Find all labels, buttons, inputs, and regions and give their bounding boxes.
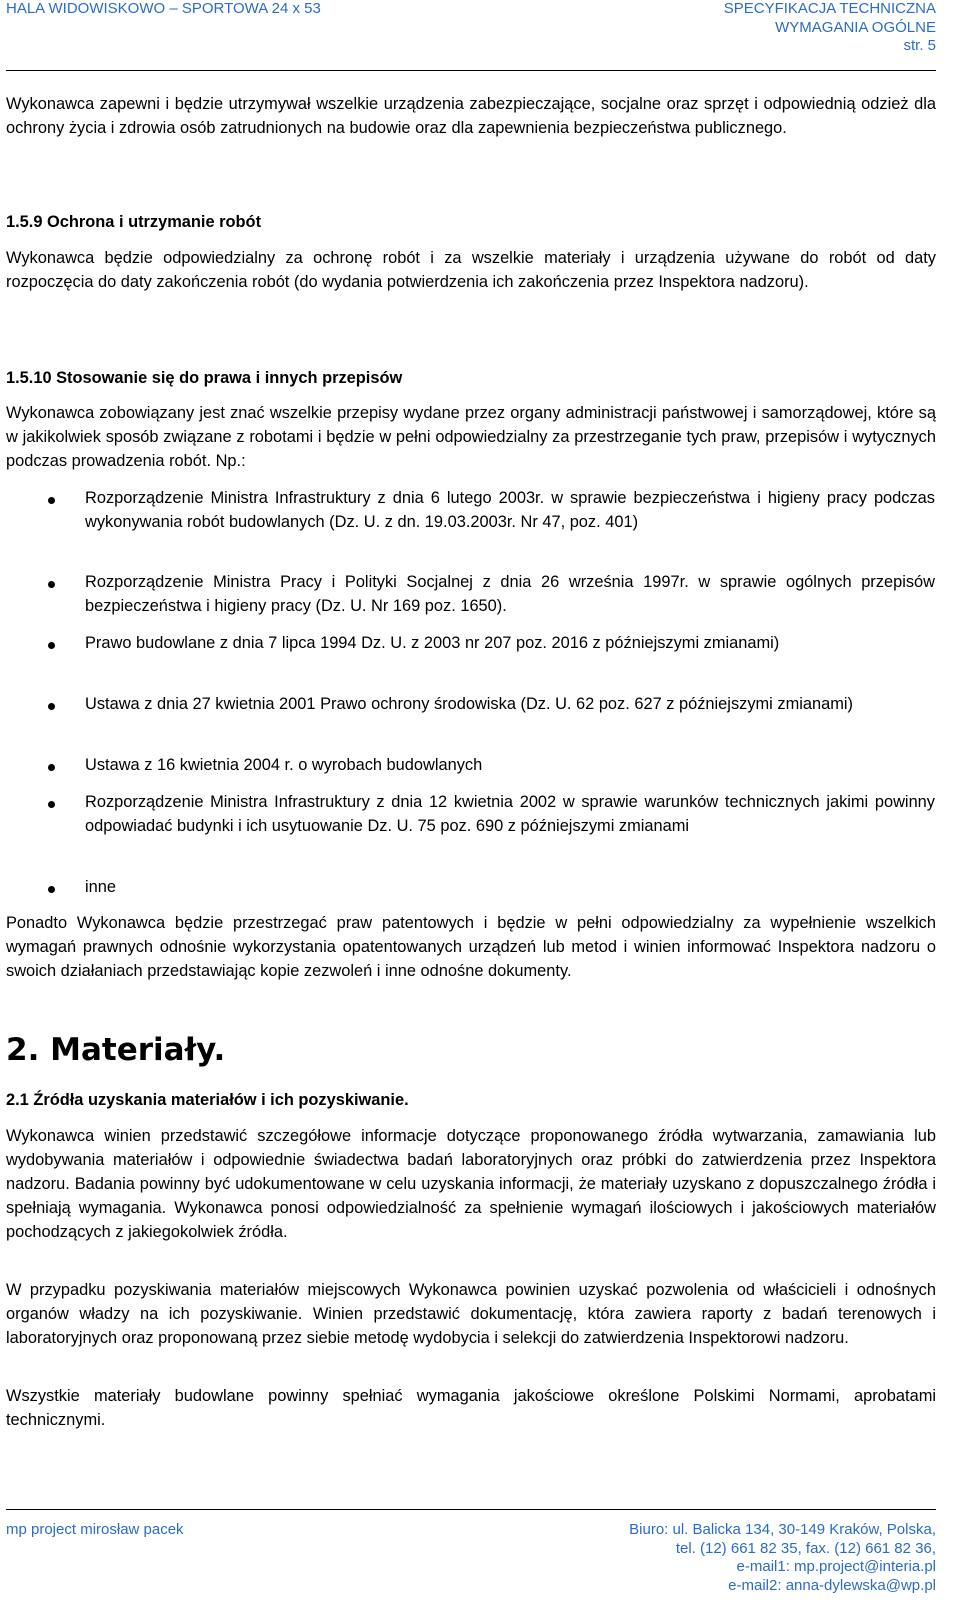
ponadto-paragraph: Ponadto Wykonawca będzie przestrzegać praw patentowych i będzie w pełni odpowiedzialny za wypełnienie wszelkich wymagań prawnych odnośnie wykorzystania opatentowanych urządzeń lub metod i winien informować Inspektora nadzoru o swoich działaniach przedstawiając kopie zezwoleń i inne odnośne dokumenty. (6, 914, 936, 980)
bullet-dot (48, 886, 55, 893)
bullet-dot (48, 581, 55, 588)
header-divider (6, 70, 936, 71)
footer-address: Biuro: ul. Balicka 134, 30-149 Kraków, Polska, (629, 1521, 936, 1538)
chapter-2-heading: 2. Materiały. (6, 1032, 226, 1068)
intro-paragraph: Wykonawca zapewni i będzie utrzymywał wszelkie urządzenia zabezpieczające, socjalne oraz sprzęt i odpowiednią odzież dla ochrony życia i zdrowia osób zatrudnionych na budowie oraz dla zapewnienia bezpieczeństwa publicznego. (6, 95, 936, 137)
section-2-1-paragraph-1: Wykonawca winien przedstawić szczegółowe informacje dotyczące proponowanego źródła wytwarzania, zamawiania lub wydobywania materiałów i odpowiednie świadectwa badań laboratoryjnych oraz próbki do zatwierdzenia przez Inspektora nadzoru. Badania powinny być udokumentowane w celu uzyskania informacji, że materiały uzyskano z dopuszczalnego źródła i spełniają wymagania. Wykonawca ponosi odpowiedzialność za spełnienie wymagań ilościowych i jakościowych materiałów pochodzących z jakiegokolwiek źródła. (6, 1127, 936, 1241)
list-item: inne (85, 878, 116, 896)
header-spec-line2: WYMAGANIA OGÓLNE (775, 18, 936, 36)
header-spec (724, 0, 936, 56)
section-1-5-10-text: Wykonawca zobowiązany jest znać wszelkie przepisy wydane przez organy administracji państwowej i samorządowej, które są w jakikolwiek sposób związane z robotami i będzie w pełni odpowiedzialny za przestrzeganie tych praw, przepisów i wytycznych podczas prowadzenia robót. Np.: (6, 404, 936, 470)
footer-contact (629, 1521, 936, 1595)
section-2-1-paragraph-2: W przypadku pozyskiwania materiałów miejscowych Wykonawca powinien uzyskać pozwolenia od właścicieli i odnośnych organów władzy na ich pozyskiwanie. Winien przedstawić dokumentację, która zawiera raporty z badań terenowych i laboratoryjnych oraz proponowaną przez siebie metodę wydobycia i selekcji do zatwierdzenia Inspektorowi nadzoru. (6, 1281, 936, 1347)
list-item: Ustawa z dnia 27 kwietnia 2001 Prawo ochrony środowiska (Dz. U. 62 poz. 627 z późniejszymi zmianami) (85, 695, 853, 713)
list-item: Rozporządzenie Ministra Infrastruktury z dnia 6 lutego 2003r. w sprawie bezpieczeństwa i higieny pracy podczas wykonywania robót budowlanych (Dz. U. z dn. 19.03.2003r. Nr 47, poz. 401) (85, 489, 935, 531)
bullet-dot (48, 497, 55, 504)
footer-email-1[interactable]: e-mail1: mp.project@interia.pl (736, 1558, 936, 1575)
section-1-5-9-heading: 1.5.9 Ochrona i utrzymanie robót (6, 213, 262, 231)
bullet-dot (48, 642, 55, 649)
footer-company: mp project mirosław pacek (6, 1521, 184, 1538)
footer-divider (6, 1509, 936, 1510)
list-item: Rozporządzenie Ministra Infrastruktury z dnia 12 kwietnia 2002 w sprawie warunków technicznych jakimi powinny odpowiadać budynki i ich usytuowanie Dz. U. 75 poz. 690 z późniejszymi zmianami (85, 793, 935, 835)
header-title: HALA WIDOWISKOWO – SPORTOWA 24 x 53 (6, 0, 321, 17)
section-2-1-paragraph-3: Wszystkie materiały budowlane powinny spełniać wymagania jakościowe określone Polskimi Normami, aprobatami technicznymi. (6, 1387, 936, 1429)
section-2-1-heading: 2.1 Źródła uzyskania materiałów i ich pozyskiwanie. (6, 1091, 409, 1109)
list-item: Rozporządzenie Ministra Pracy i Polityki Socjalnej z dnia 26 września 1997r. w sprawie ogólnych przepisów bezpieczeństwa i higieny pracy (Dz. U. Nr 169 poz. 1650). (85, 573, 935, 615)
bullet-dot (48, 764, 55, 771)
page-number: str. 5 (903, 37, 936, 54)
header-spec-line1: SPECYFIKACJA TECHNICZNA (723, 0, 936, 17)
bullet-dot (48, 801, 55, 808)
footer-phone: tel. (12) 661 82 35, fax. (12) 661 82 36, (675, 1539, 936, 1557)
list-item: Ustawa z 16 kwietnia 2004 r. o wyrobach budowlanych (85, 756, 483, 774)
footer-email-2[interactable]: e-mail2: anna-dylewska@wp.pl (728, 1576, 936, 1594)
section-1-5-10-heading: 1.5.10 Stosowanie się do prawa i innych przepisów (6, 369, 403, 387)
list-item: Prawo budowlane z dnia 7 lipca 1994 Dz. U. z 2003 nr 207 poz. 2016 z późniejszymi zmianami) (85, 634, 780, 652)
section-1-5-9-text: Wykonawca będzie odpowiedzialny za ochronę robót i za wszelkie materiały i urządzenia używane do robót od daty rozpoczęcia do daty zakończenia robót (do wydania potwierdzenia ich zakończenia przez Inspektora nadzoru). (6, 249, 936, 291)
bullet-dot (48, 703, 55, 710)
